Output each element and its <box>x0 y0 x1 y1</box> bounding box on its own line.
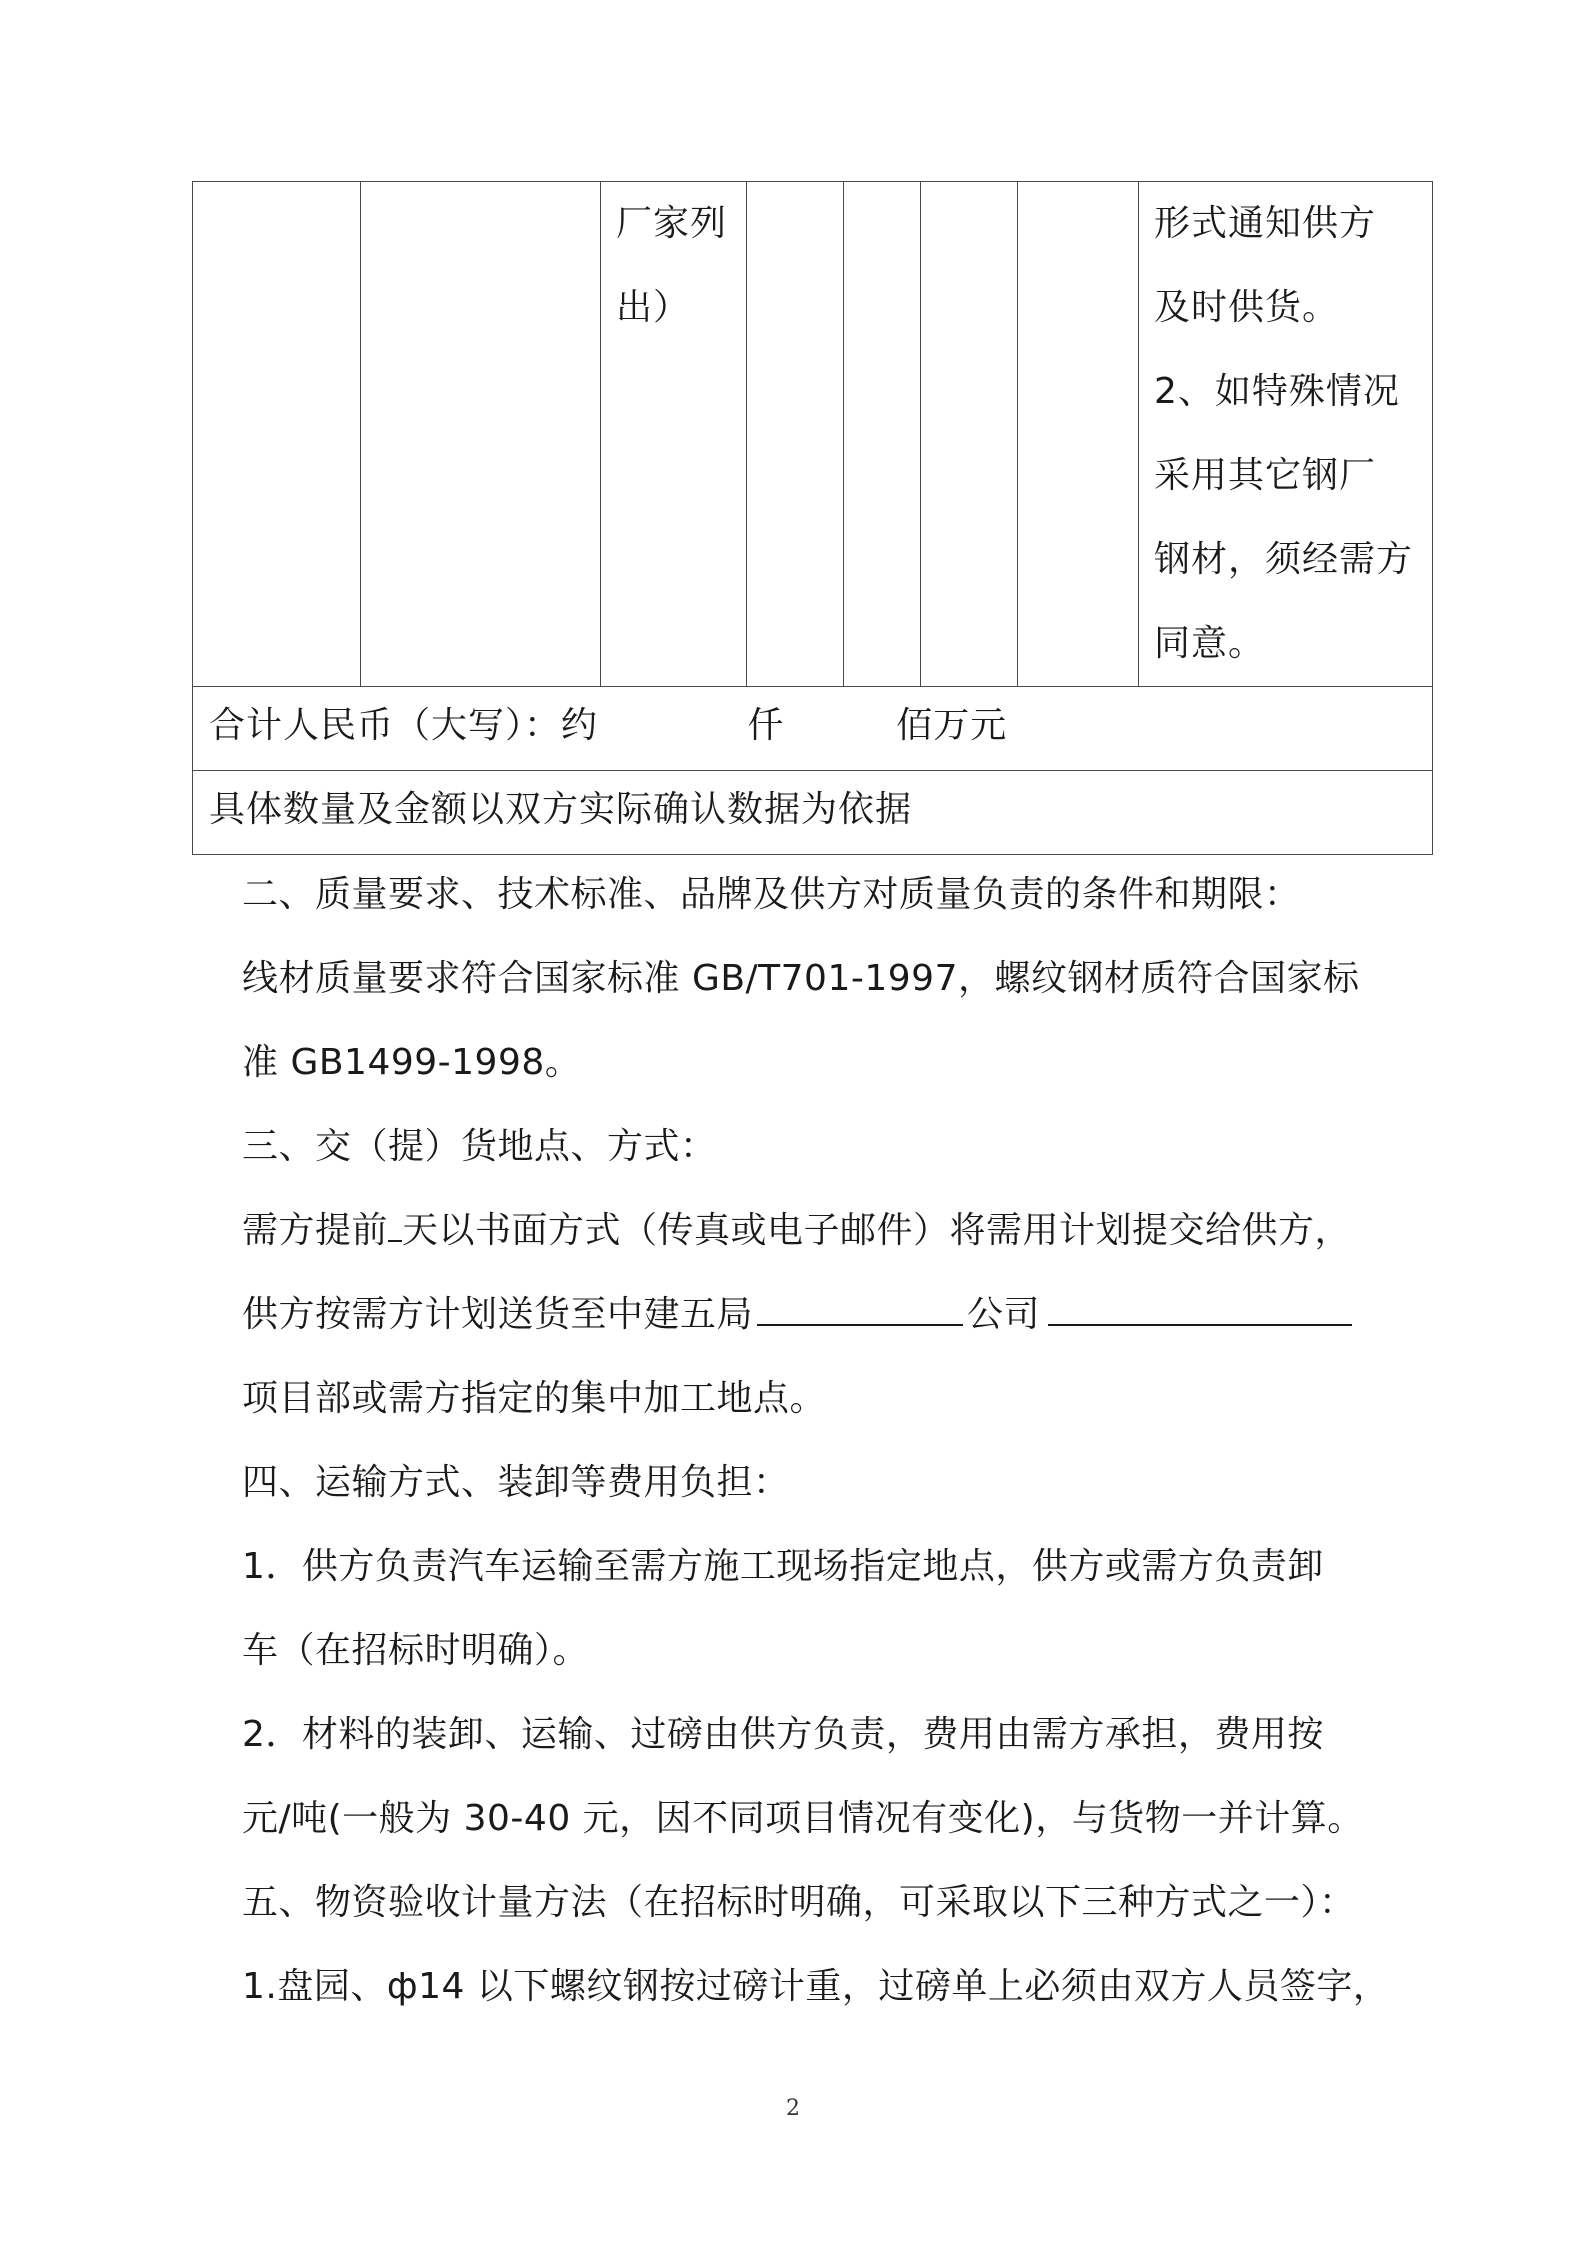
cell-line: 钢材，须经需方 <box>1154 539 1414 580</box>
total-row <box>193 687 1433 771</box>
table-cell <box>601 182 747 687</box>
section-2-heading: 二、质量要求、技术标准、品牌及供方对质量负责的条件和期限： <box>242 874 1301 915</box>
section-3-line <box>242 1273 1362 1357</box>
cell-line: 2、如特殊情况 <box>1154 371 1400 412</box>
section-4-line: 车（在招标时明确）。 <box>242 1630 590 1671</box>
table-cell <box>747 182 844 687</box>
section-2-line: 准 GB1499-1998。 <box>242 1042 582 1083</box>
section-4-line: 2．材料的装卸、运输、过磅由供方负责，费用由需方承担，费用按 <box>242 1714 1324 1755</box>
total-amount-label: 合计人民币（大写）：约 仟 佰万元 <box>209 705 1008 746</box>
contract-table <box>192 181 1433 855</box>
manufacturer-note <box>601 182 746 350</box>
table-cell <box>193 687 1433 771</box>
section-3-line: 项目部或需方指定的集中加工地点。 <box>242 1378 827 1419</box>
section-4-line: 元/吨(一般为 30-40 元，因不同项目情况有变化)，与货物一并计算。 <box>242 1798 1364 1839</box>
section-4-line: 1．供方负责汽车运输至需方施工现场指定地点，供方或需方负责卸 <box>242 1546 1324 1587</box>
text-span: 公司 <box>967 1294 1041 1335</box>
table-cell <box>921 182 1018 687</box>
table-cell <box>844 182 921 687</box>
cell-line: 形式通知供方 <box>1154 203 1377 244</box>
days-blank <box>388 1206 402 1242</box>
section-2-line: 线材质量要求符合国家标准 GB/T701-1997，螺纹钢材质符合国家标 <box>242 958 1360 999</box>
table-cell <box>1018 182 1139 687</box>
text-span: 供方按需方计划送货至中建五局 <box>242 1294 754 1335</box>
company-blank <box>757 1290 963 1326</box>
cell-line: 出） <box>616 287 691 328</box>
table-cell <box>193 182 361 687</box>
text-span: 需方提前 <box>242 1210 389 1251</box>
cell-line: 同意。 <box>1154 623 1266 664</box>
table-cell <box>361 182 601 687</box>
text-span: 天以书面方式（传真或电子邮件）将需用计划提交给供方， <box>402 1210 1352 1251</box>
section-5-line: 1.盘园、ф14 以下螺纹钢按过磅计重，过磅单上必须由双方人员签字， <box>242 1966 1390 2007</box>
quantity-note: 具体数量及金额以双方实际确认数据为依据 <box>209 789 913 830</box>
table-cell <box>193 771 1433 855</box>
section-4-heading: 四、运输方式、装卸等费用负担： <box>242 1462 790 1503</box>
table-cell <box>1139 182 1433 687</box>
section-3-line <box>242 1189 1362 1273</box>
cell-line: 采用其它钢厂 <box>1154 455 1377 496</box>
remarks-cell <box>1139 182 1432 686</box>
section-5-heading: 五、物资验收计量方法（在招标时明确，可采取以下三种方式之一）： <box>242 1882 1356 1923</box>
section-3-heading: 三、交（提）货地点、方式： <box>242 1126 717 1167</box>
page-number: 2 <box>786 2096 800 2121</box>
contract-body <box>242 853 1390 2029</box>
cell-line: 厂家列 <box>616 203 728 244</box>
note-row <box>193 771 1433 855</box>
cell-line: 及时供货。 <box>1154 287 1340 328</box>
table-row <box>193 182 1433 687</box>
project-blank <box>1048 1290 1352 1326</box>
